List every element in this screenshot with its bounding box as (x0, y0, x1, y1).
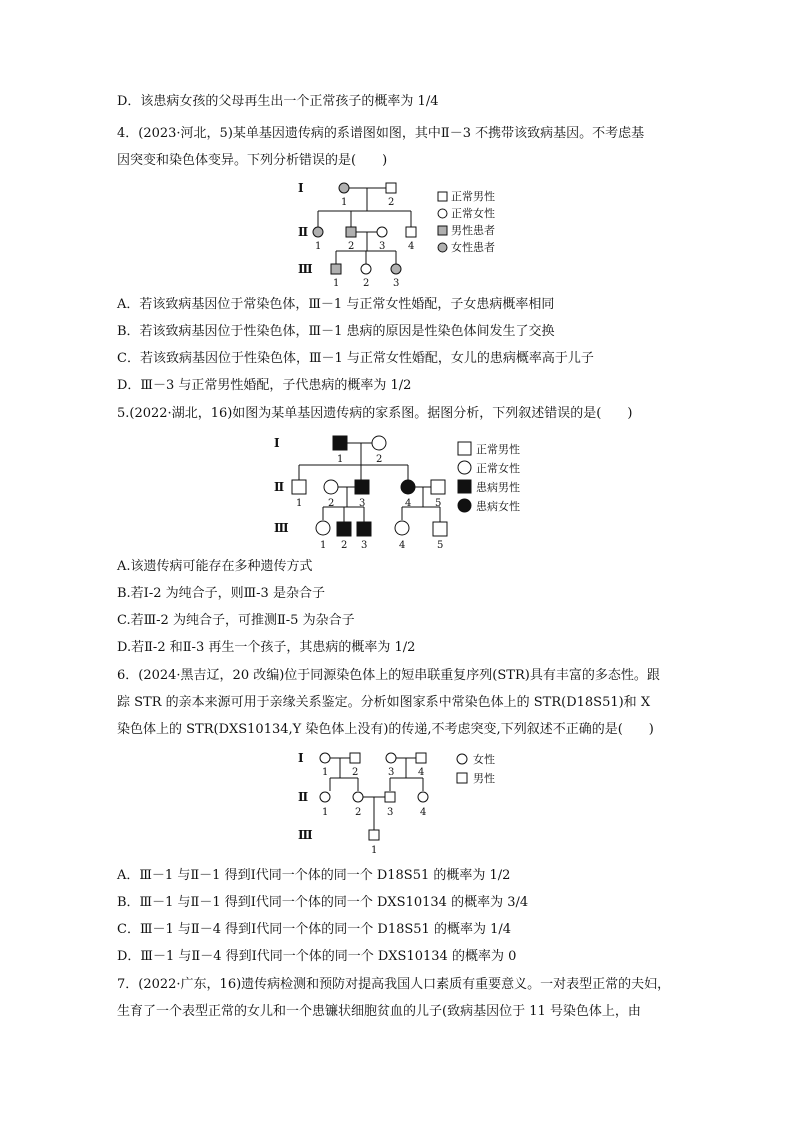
q4-gen-III: Ⅲ (298, 262, 313, 276)
q3-option-d: D．该患病女孩的父母再生出一个正常孩子的概率为 1/4 (117, 94, 439, 109)
legend-normal-male-icon (458, 442, 471, 455)
q5-II5-normal-male (431, 480, 445, 494)
q5-legend-label: 正常女性 (476, 462, 520, 475)
q4-legend-label: 正常男性 (451, 190, 495, 203)
q6-II1-female (320, 792, 330, 802)
q6-III1-male (369, 830, 379, 840)
q5-II2-normal-female (324, 480, 338, 494)
q5-num: 5 (437, 540, 444, 551)
q4-II1-affected-female (313, 227, 323, 237)
q5-num: 2 (328, 498, 335, 509)
q4-num: 3 (393, 278, 400, 289)
q4-stem-line2: 因突变和染色体变异。下列分析错误的是( ) (117, 153, 388, 168)
q6-option-d: D．Ⅲ－1 与Ⅱ－4 得到Ⅰ代同一个体的同一个 DXS10134 的概率为 0 (117, 949, 517, 964)
q5-gen-III: Ⅲ (274, 521, 289, 535)
q4-II3-normal-female (377, 227, 387, 237)
q5-legend-label: 患病男性 (476, 481, 520, 494)
q5-II1-normal-male (292, 480, 306, 494)
q4-option-b: B．若该致病基因位于性染色体，Ⅲ－1 患病的原因是性染色体间发生了交换 (117, 324, 555, 339)
q5-num: 1 (320, 540, 327, 551)
q5-pedigree-figure (268, 432, 538, 554)
q4-gen-II: Ⅱ (298, 225, 309, 239)
q7-stem-line1: 7．(2022·广东，16)遗传病检测和预防对提高我国人口素质有重要意义。一对表型正常的夫妇， (117, 977, 671, 992)
q5-I1-affected-male (333, 436, 347, 450)
q4-I1-affected-female (339, 183, 349, 193)
q5-option-d: D.若Ⅱ-2 和Ⅱ-3 再生一个孩子，其患病的概率为 1/2 (117, 640, 416, 655)
q4-num: 1 (333, 278, 340, 289)
q5-I2-normal-female (372, 436, 386, 450)
q5-III4-normal-female (395, 521, 409, 535)
q5-III1-normal-female (316, 521, 330, 535)
q5-num: 4 (399, 540, 406, 551)
q4-num: 2 (348, 241, 355, 252)
q5-III2-affected-male (337, 522, 351, 536)
q5-num: 3 (361, 540, 368, 551)
q5-option-a: A.该遗传病可能存在多种遗传方式 (117, 559, 313, 574)
q5-gen-I: Ⅰ (274, 436, 280, 450)
q4-III2-normal-female (361, 264, 371, 274)
q6-num: 1 (322, 767, 329, 778)
q6-num: 2 (355, 807, 362, 818)
q4-I2-normal-male (386, 183, 396, 193)
q5-num: 2 (376, 454, 383, 465)
q7-stem-line2: 生育了一个表型正常的女儿和一个患镰状细胞贫血的儿子(致病基因位于 11 号染色体上，由 (117, 1004, 641, 1019)
q4-legend-label: 女性患者 (451, 241, 495, 254)
q4-num: 2 (388, 197, 395, 208)
q5-II3-affected-male (355, 480, 369, 494)
q5-num: 4 (405, 498, 412, 509)
q4-num: 4 (408, 241, 415, 252)
q6-stem-line1: 6．(2024·黑吉辽，20 改编)位于同源染色体上的短串联重复序列(STR)具有丰富的多态性。跟 (117, 668, 660, 683)
legend-normal-female-icon (438, 209, 447, 218)
q6-option-c: C．Ⅲ－1 与Ⅱ－4 得到Ⅰ代同一个体的同一个 D18S51 的概率为 1/4 (117, 922, 511, 937)
q5-II4-affected-female (401, 480, 415, 494)
q5-legend-label: 正常男性 (476, 443, 520, 456)
legend-male-icon (457, 773, 467, 783)
q4-option-a: A．若该致病基因位于常染色体，Ⅲ－1 与正常女性婚配，子女患病概率相同 (117, 297, 555, 312)
q4-II4-normal-male (406, 227, 416, 237)
q5-option-c: C.若Ⅲ-2 为纯合子，可推测Ⅱ-5 为杂合子 (117, 613, 355, 628)
q6-option-a: A．Ⅲ－1 与Ⅱ－1 得到Ⅰ代同一个体的同一个 D18S51 的概率为 1/2 (117, 868, 511, 883)
q6-num: 1 (322, 807, 329, 818)
q5-III3-affected-male (357, 522, 371, 536)
q6-I4-male (416, 753, 426, 763)
q4-legend-label: 正常女性 (451, 207, 495, 220)
legend-normal-female-icon (458, 461, 471, 474)
q6-stem-line3: 染色体上的 STR(DXS10134,Y 染色体上没有)的传递,不考虑突变,下列叙述不正确的是( ) (117, 722, 654, 737)
q6-legend-label: 男性 (473, 772, 495, 785)
q6-gen-II: Ⅱ (298, 790, 309, 804)
q5-num: 1 (337, 454, 344, 465)
q5-legend-label: 患病女性 (476, 500, 520, 513)
q4-II2-affected-male (346, 227, 356, 237)
q4-option-c: C．若该致病基因位于性染色体，Ⅲ－1 与正常女性婚配，女儿的患病概率高于儿子 (117, 351, 594, 366)
q5-num: 3 (359, 498, 366, 509)
q4-num: 1 (315, 241, 322, 252)
q4-III1-affected-male (331, 264, 341, 274)
q6-num: 3 (387, 807, 394, 818)
q6-num: 1 (371, 845, 378, 856)
q6-I1-female (320, 753, 330, 763)
q6-II4-female (418, 792, 428, 802)
legend-affected-female-icon (438, 243, 447, 252)
q4-option-d: D．Ⅲ－3 与正常男性婚配，子代患病的概率为 1/2 (117, 378, 412, 393)
q6-pedigree-figure (290, 748, 520, 860)
q6-I2-male (350, 753, 360, 763)
q4-num: 1 (341, 197, 348, 208)
legend-female-icon (457, 754, 467, 764)
q5-stem: 5.(2022·湖北，16)如图为某单基因遗传病的家系图。据图分析，下列叙述错误的是( ) (117, 406, 633, 421)
q5-gen-II: Ⅱ (274, 480, 285, 494)
q4-num: 3 (379, 241, 386, 252)
q6-num: 3 (388, 767, 395, 778)
q6-gen-III: Ⅲ (298, 828, 313, 842)
q6-option-b: B．Ⅲ－1 与Ⅱ－1 得到Ⅰ代同一个体的同一个 DXS10134 的概率为 3/4 (117, 895, 529, 910)
q5-option-b: B.若Ⅰ-2 为纯合子，则Ⅲ-3 是杂合子 (117, 586, 325, 601)
q4-pedigree-figure (290, 178, 520, 290)
q6-gen-I: Ⅰ (298, 751, 304, 765)
q5-num: 5 (435, 498, 442, 509)
q4-III3-affected-female (391, 264, 401, 274)
q5-num: 1 (296, 498, 303, 509)
q5-num: 2 (341, 540, 348, 551)
legend-affected-male-icon (458, 480, 471, 493)
q6-num: 4 (418, 767, 425, 778)
q5-III5-normal-male (433, 522, 447, 536)
q6-I3-female (386, 753, 396, 763)
legend-affected-male-icon (438, 226, 447, 235)
legend-affected-female-icon (458, 499, 471, 512)
q4-num: 2 (363, 278, 370, 289)
q6-II2-female (353, 792, 363, 802)
legend-normal-male-icon (438, 192, 447, 201)
q4-legend-label: 男性患者 (451, 224, 495, 237)
q4-stem-line1: 4．(2023·河北，5)某单基因遗传病的系谱图如图，其中Ⅱ－3 不携带该致病基因。不考虑基 (117, 126, 645, 141)
q6-legend-label: 女性 (473, 753, 495, 766)
q6-num: 2 (352, 767, 359, 778)
q6-II3-male (385, 792, 395, 802)
q6-num: 4 (420, 807, 427, 818)
q4-gen-I: Ⅰ (298, 181, 304, 195)
q6-stem-line2: 踪 STR 的亲本来源可用于亲缘关系鉴定。分析如图家系中常染色体上的 STR(D18S51)和 X (117, 695, 651, 710)
